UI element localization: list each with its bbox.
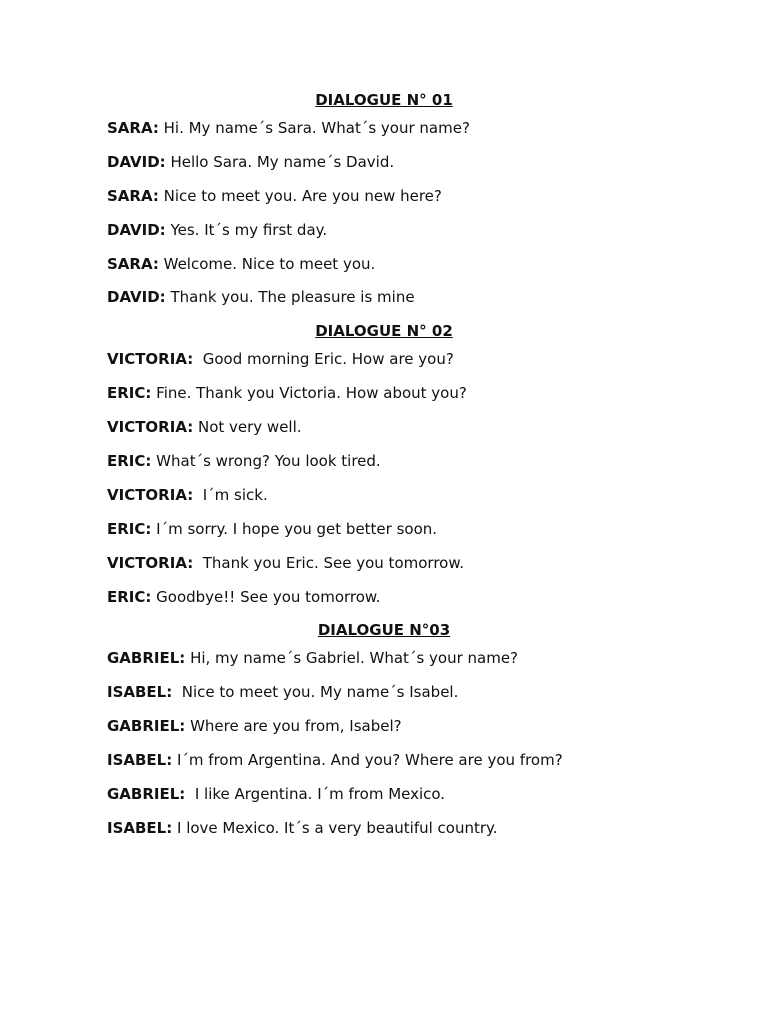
line-text: I like Argentina. I´m from Mexico.: [185, 785, 446, 804]
speaker-name: ERIC:: [107, 519, 152, 538]
dialogue-line: [107, 648, 667, 668]
speaker-name: ISABEL:: [107, 751, 173, 770]
dialogue-line: [107, 349, 667, 369]
line-text: Thank you Eric. See you tomorrow.: [193, 553, 464, 572]
speaker-name: DAVID:: [107, 152, 166, 171]
line-text: Good morning Eric. How are you?: [193, 350, 454, 369]
line-text: Not very well.: [193, 418, 302, 437]
dialogue-line: [107, 152, 667, 172]
speaker-name: GABRIEL:: [107, 785, 186, 804]
line-text: Fine. Thank you Victoria. How about you?: [151, 384, 467, 403]
speaker-name: ISABEL:: [107, 683, 173, 702]
dialogue-line: [107, 254, 667, 274]
dialogue-section-1: [107, 90, 667, 307]
dialogue-section-3: [107, 620, 667, 837]
dialogue-line: [107, 519, 667, 539]
speaker-name: SARA:: [107, 254, 159, 273]
speaker-name: GABRIEL:: [107, 649, 186, 668]
speaker-name: VICTORIA:: [107, 553, 194, 572]
line-text: Hi. My name´s Sara. What´s your name?: [158, 119, 470, 137]
dialogue-line: [107, 417, 667, 437]
speaker-name: SARA:: [107, 119, 159, 137]
line-text: Yes. It´s my first day.: [165, 220, 328, 239]
dialogue-line: [107, 553, 667, 573]
line-text: Hello Sara. My name´s David.: [165, 152, 395, 171]
dialogue-line: [107, 287, 667, 307]
line-text: I love Mexico. It´s a very beautiful country.: [172, 818, 498, 837]
speaker-name: ERIC:: [107, 384, 152, 403]
speaker-name: ERIC:: [107, 587, 152, 606]
dialogue-line: [107, 220, 667, 240]
line-text: I´m sick.: [193, 485, 268, 504]
dialogue-title: DIALOGUE N°03: [317, 621, 451, 640]
line-text: I´m sorry. I hope you get better soon.: [151, 519, 438, 538]
line-text: Goodbye!! See you tomorrow.: [151, 587, 381, 606]
dialogue-line: [107, 587, 667, 607]
dialogue-title: DIALOGUE N° 01: [315, 91, 453, 109]
speaker-name: ISABEL:: [107, 818, 173, 837]
dialogue-section-2: [107, 321, 667, 606]
dialogue-line: [107, 485, 667, 505]
dialogue-line: [107, 716, 667, 736]
dialogue-line: [107, 784, 667, 804]
dialogue-line: [107, 383, 667, 403]
speaker-name: DAVID:: [107, 288, 166, 307]
line-text: Welcome. Nice to meet you.: [158, 254, 376, 273]
line-text: Nice to meet you. My name´s Isabel.: [172, 683, 459, 702]
speaker-name: VICTORIA:: [107, 350, 194, 369]
dialogue-title: DIALOGUE N° 02: [315, 322, 453, 341]
dialogue-line: [107, 186, 667, 206]
speaker-name: VICTORIA:: [107, 418, 194, 437]
line-text: Thank you. The pleasure is mine: [165, 288, 415, 307]
speaker-name: ERIC:: [107, 452, 152, 471]
speaker-name: SARA:: [107, 186, 159, 205]
dialogue-line: [107, 818, 667, 838]
dialogue-line: [107, 682, 667, 702]
dialogue-line: [107, 451, 667, 471]
document-page: [107, 88, 667, 852]
line-text: Hi, my name´s Gabriel. What´s your name?: [185, 649, 519, 668]
dialogue-line: [107, 118, 667, 138]
line-text: I´m from Argentina. And you? Where are you from?: [172, 751, 563, 770]
speaker-name: VICTORIA:: [107, 485, 194, 504]
speaker-name: DAVID:: [107, 220, 166, 239]
line-text: Where are you from, Isabel?: [185, 717, 402, 736]
line-text: What´s wrong? You look tired.: [151, 452, 381, 471]
line-text: Nice to meet you. Are you new here?: [158, 186, 442, 205]
dialogue-line: [107, 750, 667, 770]
speaker-name: GABRIEL:: [107, 717, 186, 736]
